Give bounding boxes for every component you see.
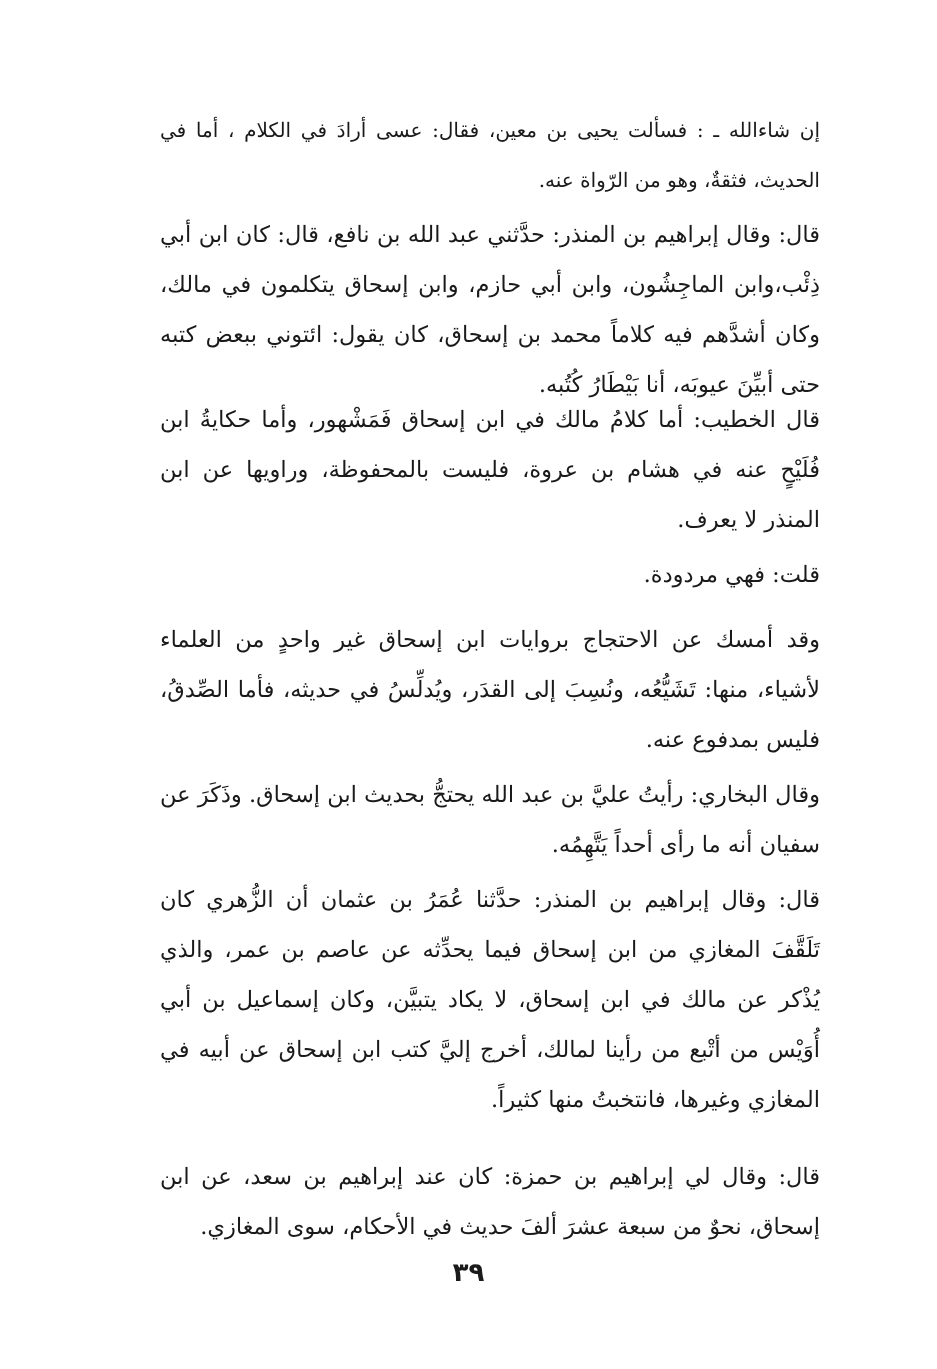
paragraph: قلت: فهي مردودة. [643,562,820,588]
paragraph: إن شاءالله ـ : فسألت يحيى بن معين، فقال: عسى أرادَ في الكلام ، أما في الحديث، فثقةٌ، وهو من الرّواة عنه. [160,118,820,192]
paragraph: وقال البخاري: رأيتُ عليَّ بن عبد الله يحتجُّ بحديث ابن إسحاق. وذَكَرَ عن سفيان أنه ما رأى أحداً يَتَّهِمُه. [160,782,820,858]
page-number: ٣٩ [452,1258,485,1288]
paragraph: وقد أمسك عن الاحتجاج بروايات ابن إسحاق غير واحدٍ من العلماء لأشياء، منها: تَشَيُّعُه، ونُسِبَ إلى القدَر، ويُدلِّسُ في حديثه، فأما الصِّدقُ، فليس بمدفوع عنه. [160,627,820,753]
paragraph: قال: وقال إبراهيم بن المنذر: حدَّثني عبد الله بن نافع، قال: كان ابن أبي ذِئْب،وابن الماجِشُون، وابن أبي حازم، وابن إسحاق يتكلمون في مالك، وكان أشدَّهم فيه كلاماً محمد بن إسحاق، كان يقول: ائتوني ببعض كتبه حتى أبيِّنَ عيوبَه، أنا بَيْطَارُ كُتُبه. [160,222,820,398]
paragraph: قال: وقال إبراهيم بن المنذر: حدَّثنا عُمَرُ بن عثمان أن الزُّهري كان تَلَقَّفَ المغازي من ابن إسحاق فيما يحدِّثه عن عاصم بن عمر، والذي يُذْكر عن مالك في ابن إسحاق، لا يكاد يتبيَّن، وكان إسماعيل بن أبي أُوَيْس من أتْبع من رأينا لمالك، أخرج إليَّ كتب ابن إسحاق عن أبيه في المغازي وغيرها، فانتخبتُ منها كثيراً. [160,887,820,1113]
paragraph: قال: وقال لي إبراهيم بن حمزة: كان عند إبراهيم بن سعد، عن ابن إسحاق، نحوٌ من سبعة عشرَ ألفَ حديث في الأحكام، سوى المغازي. [160,1164,820,1240]
paragraph: قال الخطيب: أما كلامُ مالك في ابن إسحاق فَمَشْهور، وأما حكايةُ ابن فُلَيْحٍ عنه في هشام بن عروة، فليست بالمحفوظة، وراويها عن ابن المنذر لا يعرف. [160,407,820,533]
